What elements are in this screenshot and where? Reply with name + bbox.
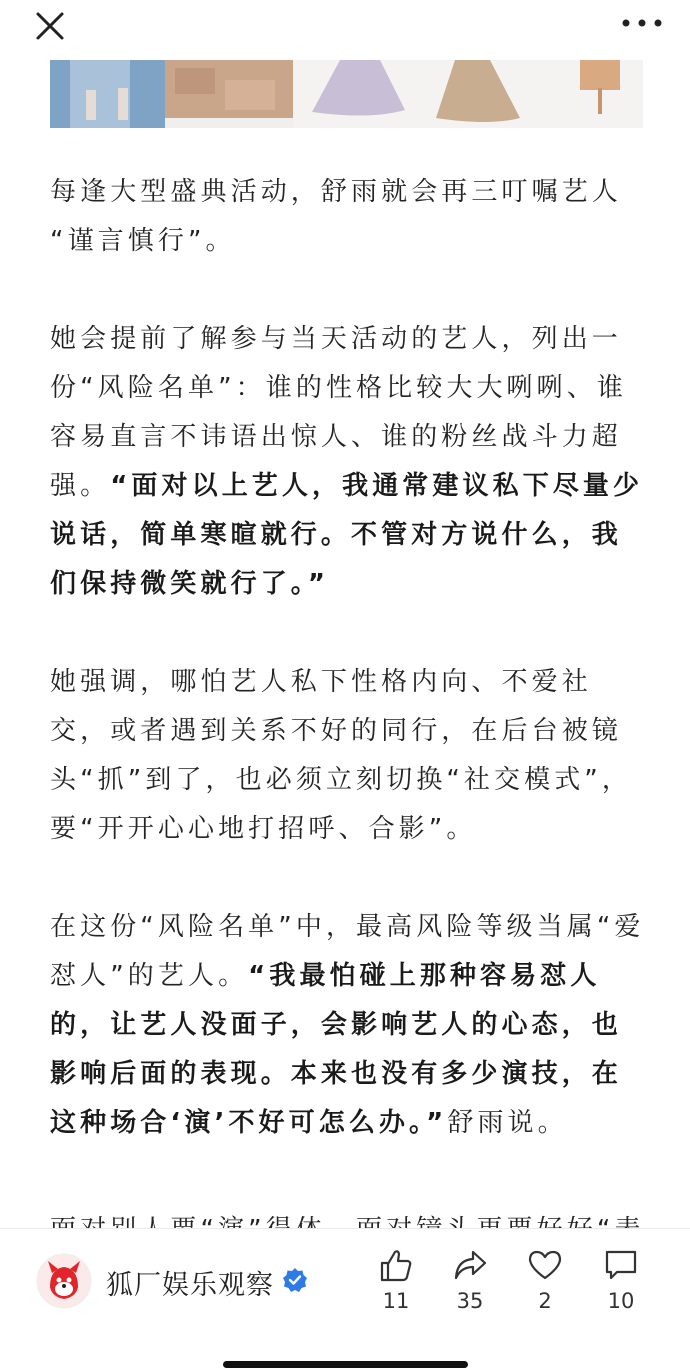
- bold-quote-text: 们保持微笑就行了。”: [50, 569, 330, 599]
- article-paragraph: [50, 658, 650, 854]
- article-text: “谨言慎行”。: [50, 226, 236, 256]
- article-text-line: [50, 364, 650, 413]
- article-text-line: [50, 413, 650, 462]
- article-text: 怼人”的艺人。: [50, 961, 249, 991]
- article-text-line: [50, 903, 650, 952]
- article-text: 在这份“风险名单”中，最高风险等级当属“爱: [50, 912, 645, 942]
- article-text-line: [50, 462, 650, 511]
- article-text-line: [50, 952, 650, 1001]
- article-text: 容易直言不讳语出惊人、谁的粉丝战斗力超: [50, 422, 622, 452]
- close-icon[interactable]: [30, 6, 70, 46]
- article-text-line: [50, 560, 650, 609]
- more-icon[interactable]: [618, 8, 666, 38]
- article-paragraph: [50, 315, 650, 609]
- bold-quote-text: 的，让艺人没面子，会影响艺人的心态，也: [50, 1010, 622, 1040]
- article-text: 强。: [50, 471, 111, 501]
- article-text: 她强调，哪怕艺人私下性格内向、不爱社: [50, 667, 592, 697]
- article-text-line: [50, 1099, 650, 1148]
- article-text-line: [50, 168, 650, 217]
- article-text: 舒雨说。: [447, 1108, 568, 1138]
- comment-button[interactable]: [591, 1247, 651, 1313]
- article-image: [50, 60, 642, 128]
- bold-quote-text: 说话，简单寒暄就行。不管对方说什么，我: [50, 520, 622, 550]
- top-bar: [0, 0, 690, 60]
- heart-icon: [527, 1247, 563, 1283]
- article-text-line: [50, 805, 650, 854]
- article-text-line: [50, 1001, 650, 1050]
- share-count: 35: [456, 1289, 484, 1313]
- article-text: 交，或者遇到关系不好的同行，在后台被镜: [50, 716, 622, 746]
- article-text-line: [50, 1050, 650, 1099]
- bold-quote-text: 影响后面的表现。本来也没有多少演技，在: [50, 1059, 622, 1089]
- like-count: 11: [382, 1289, 410, 1313]
- bold-quote-text: 这种场合‘演’不好可怎么办。”: [50, 1108, 448, 1138]
- favorite-count: 2: [538, 1289, 552, 1313]
- verified-badge-icon: [282, 1267, 308, 1293]
- article-clipped-line: [50, 1206, 650, 1228]
- article-paragraph: [50, 168, 650, 266]
- article-text-line: [50, 658, 650, 707]
- article-text: 每逢大型盛典活动，舒雨就会再三叮嘱艺人: [50, 177, 622, 207]
- comment-icon: [603, 1247, 639, 1283]
- article-text-line: [50, 511, 650, 560]
- article-text-line: [50, 756, 650, 805]
- article-text: 她会提前了解参与当天活动的艺人，列出一: [50, 324, 622, 354]
- article-text: 要“开开心心地打招呼、合影”。: [50, 814, 477, 844]
- bottom-action-bar: [0, 1228, 690, 1371]
- bold-quote-text: “我最怕碰上那种容易怼人: [248, 961, 601, 991]
- article-body: [50, 168, 650, 1197]
- author-avatar[interactable]: [36, 1253, 92, 1309]
- article-text: 份“风险名单”：谁的性格比较大大咧咧、谁: [50, 373, 627, 403]
- comment-count: 10: [607, 1289, 635, 1313]
- article-text-line: [50, 315, 650, 364]
- thumbs-up-icon: [378, 1247, 414, 1283]
- home-indicator: [223, 1361, 468, 1368]
- article-paragraph: [50, 903, 650, 1148]
- author-name[interactable]: 狐厂娱乐观察: [106, 1270, 274, 1301]
- like-button[interactable]: [366, 1247, 426, 1313]
- bold-quote-text: “面对以上艺人，我通常建议私下尽量少: [110, 471, 644, 501]
- share-button[interactable]: [440, 1247, 500, 1313]
- share-icon: [452, 1247, 488, 1283]
- favorite-button[interactable]: [515, 1247, 575, 1313]
- article-text: 头“抓”到了，也必须立刻切换“社交模式”，: [50, 765, 632, 795]
- article-text-line: [50, 707, 650, 756]
- article-text-line: [50, 217, 650, 266]
